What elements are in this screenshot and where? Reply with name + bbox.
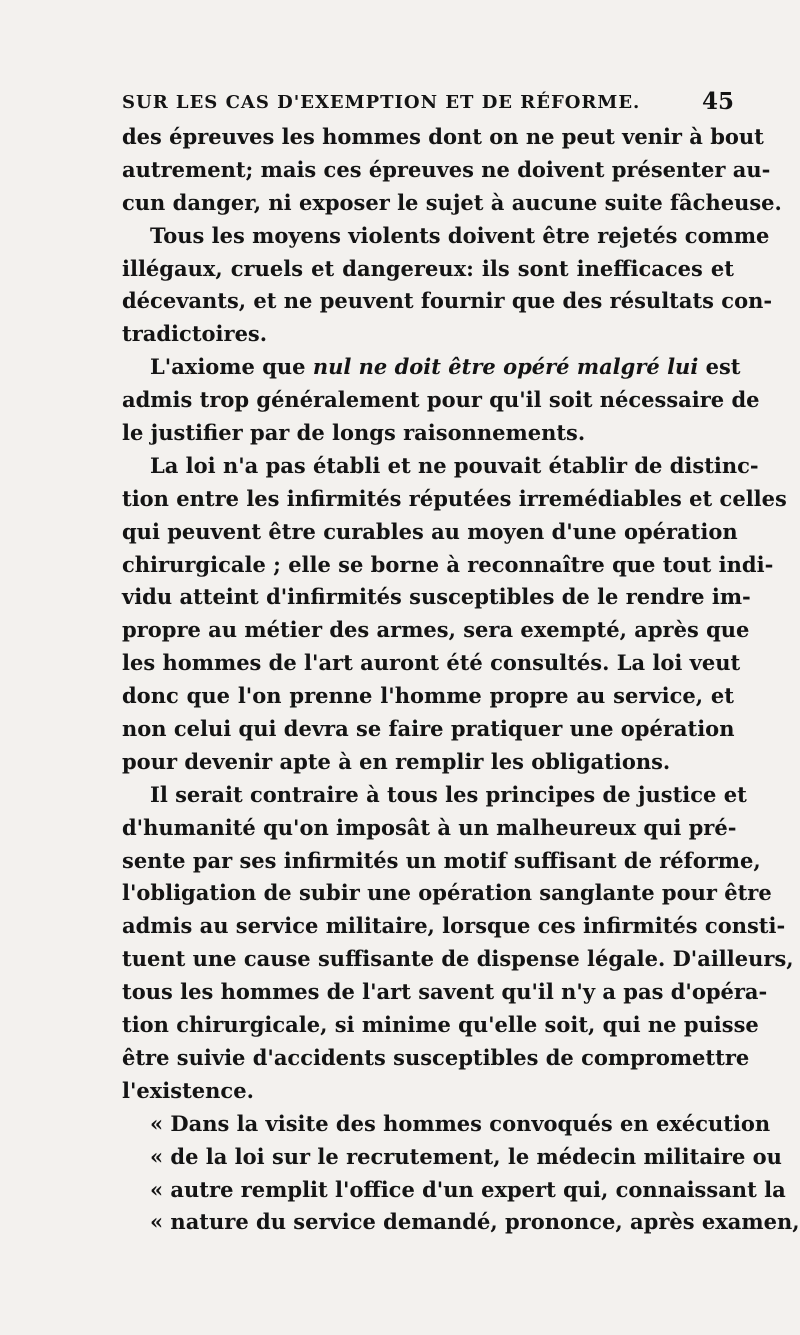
text-line: tion chirurgicale, si minime qu'elle soit, qui ne puisse (122, 1012, 759, 1038)
text-line: « autre remplit l'office d'un expert qui, connaissant la (150, 1176, 786, 1202)
text-line: non celui qui devra se faire pratiquer une opération (122, 716, 735, 742)
text-line: tous les hommes de l'art savent qu'il n'y a pas d'opéra- (122, 979, 768, 1005)
text-line: Il serait contraire à tous les principes de justice et (150, 781, 747, 807)
text-segment: L'axiome que (150, 354, 313, 380)
text-line: « nature du service demandé, prononce, après examen, (150, 1209, 800, 1235)
text-line: autrement; mais ces épreuves ne doivent présenter au- (122, 156, 771, 182)
text-line: tuent une cause suffisante de dispense légale. D'ailleurs, (122, 946, 794, 972)
text-line: être suivie d'accidents susceptibles de compromettre (122, 1044, 750, 1070)
text-line: d'humanité qu'on imposât à un malheureux qui pré- (122, 814, 737, 840)
text-line: vidu atteint d'infirmités susceptibles de le rendre im- (122, 584, 751, 610)
text-line: qui peuvent être curables au moyen d'une opération (122, 518, 738, 544)
text-line: tradictoires. (122, 321, 268, 347)
text-line: le justifier par de longs raisonnements. (122, 420, 586, 446)
text-line: « Dans la visite des hommes convoqués en exécution (150, 1110, 771, 1136)
text-line: tion entre les infirmités réputées irremédiables et celles (122, 485, 787, 511)
page-header (122, 88, 734, 116)
text-line (122, 351, 741, 384)
text-line: admis au service militaire, lorsque ces infirmités consti- (122, 913, 786, 939)
text-segment: est (698, 354, 741, 380)
text-line: chirurgicale ; elle se borne à reconnaître que tout indi- (122, 551, 774, 577)
text-line: « de la loi sur le recrutement, le médecin militaire ou (150, 1143, 782, 1169)
text-line: illégaux, cruels et dangereux: ils sont inefficaces et (122, 255, 734, 281)
text-line: propre au métier des armes, sera exempté, après que (122, 617, 750, 643)
text-line: admis trop généralement pour qu'il soit nécessaire de (122, 387, 760, 413)
text-line: l'obligation de subir une opération sanglante pour être (122, 880, 772, 906)
running-title: SUR LES CAS D'EXEMPTION ET DE RÉFORME. (122, 92, 641, 113)
text-line: décevants, et ne peuvent fournir que des résultats con- (122, 288, 773, 314)
page-number: 45 (701, 88, 734, 115)
text-line: donc que l'on prenne l'homme propre au service, et (122, 683, 734, 709)
text-line: pour devenir apte à en remplir les obligations. (122, 748, 671, 774)
text-line: sente par ses infirmités un motif suffisant de réforme, (122, 847, 761, 873)
body-text (122, 121, 800, 1239)
text-line: des épreuves les hommes dont on ne peut venir à bout (122, 124, 764, 149)
text-line: Tous les moyens violents doivent être rejetés comme (150, 222, 770, 248)
text-line: La loi n'a pas établi et ne pouvait établir de distinc- (150, 452, 759, 478)
italic-phrase: nul ne doit être opéré malgré lui (312, 354, 699, 380)
text-line: cun danger, ni exposer le sujet à aucune suite fâcheuse. (122, 189, 782, 215)
text-line: les hommes de l'art auront été consultés. La loi veut (122, 650, 741, 676)
text-line: l'existence. (122, 1077, 254, 1103)
